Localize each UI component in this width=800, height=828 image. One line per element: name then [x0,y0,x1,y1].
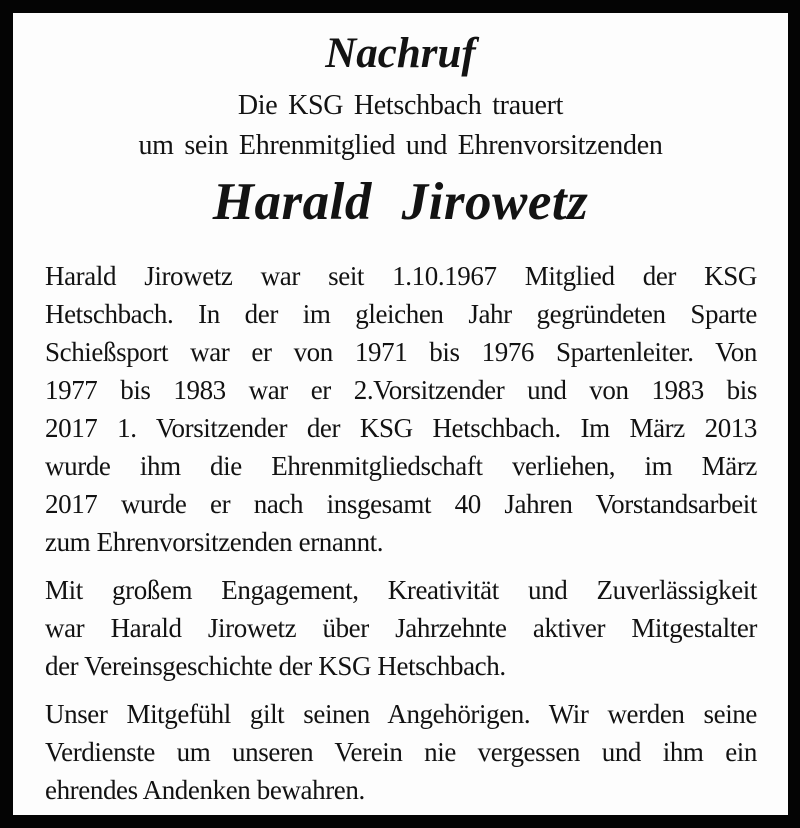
obituary-line: zum Ehrenvorsitzenden ernannt. [45,527,384,557]
obituary-line: Hetschbach. In der im gleichen Jahr gegründeten Sparte [45,299,757,329]
notice-subtitle-block [13,86,788,166]
obituary-paragraph-1 [45,257,757,561]
obituary-line: Verdienste um unseren Verein nie vergessen und ihm ein [45,737,757,767]
obituary-line: 2017 1. Vorsitzender der KSG Hetschbach. Im März 2013 [45,413,757,443]
obituary-paragraph-3 [45,695,757,809]
obituary-line: war Harald Jirowetz über Jahrzehnte aktiver Mitgestalter [45,613,757,643]
obituary-line: der Vereinsgeschichte der KSG Hetschbach. [45,651,506,681]
obituary-paragraph-2 [45,571,757,685]
obituary-line: Mit großem Engagement, Kreativität und Zuverlässigkeit [45,575,757,605]
obituary-line: Schießsport war er von 1971 bis 1976 Spartenleiter. Von [45,337,757,367]
notice-subtitle-line-1: Die KSG Hetschbach trauert [237,90,564,121]
obituary-body [45,257,757,809]
obituary-line: 1977 bis 1983 war er 2.Vorsitzender und von 1983 bis [45,375,757,405]
obituary-line: ehrendes Andenken bewahren. [45,775,365,805]
deceased-name: Harald Jirowetz [212,173,589,231]
obituary-line: wurde ihm die Ehrenmitgliedschaft verliehen, im März [45,451,757,481]
obituary-line: 2017 wurde er nach insgesamt 40 Jahren Vorstandsarbeit [45,489,757,519]
obituary-line: Harald Jirowetz war seit 1.10.1967 Mitglied der KSG [45,261,757,291]
notice-subtitle-line-2: um sein Ehrenmitglied und Ehrenvorsitzenden [138,130,663,161]
notice-title: Nachruf [325,30,476,77]
obituary-line: Unser Mitgefühl gilt seinen Angehörigen. Wir werden seine [45,699,757,729]
obituary-page [13,13,788,815]
